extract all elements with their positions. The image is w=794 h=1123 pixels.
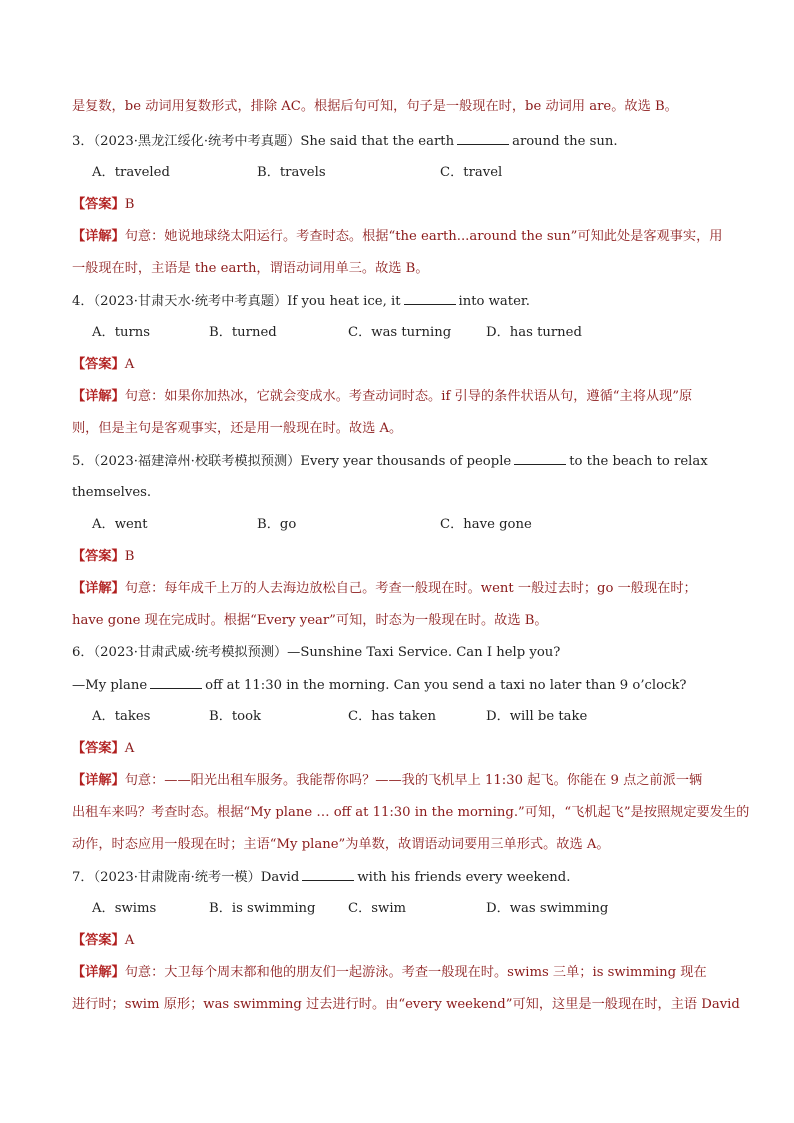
- question-7: [72, 868, 570, 887]
- explanation-text: 出租车来吗？考查时态。根据“My plane … off at 11:30 in the morning.”可知，“飞机起飞”是按照规定要发生的: [72, 805, 750, 820]
- explanation-label: 【详解】: [72, 229, 125, 244]
- answer-value: A: [124, 933, 135, 948]
- option-b: B．turned: [209, 325, 277, 340]
- option-a: A．traveled: [92, 165, 170, 180]
- explanation-text: 一般现在时，主语是 the earth，谓语动词用单三。故选 B。: [72, 261, 429, 276]
- option-c: C．have gone: [440, 517, 532, 532]
- question-4-tail: into water.: [458, 294, 530, 309]
- answer-label: 【答案】: [72, 549, 125, 564]
- question-6-line-2: [72, 676, 687, 695]
- explanation-line: [72, 388, 692, 406]
- answer-label: 【答案】: [72, 741, 125, 756]
- answer-blank: [514, 452, 566, 465]
- explanation-text: have gone 现在完成时。根据“Every year”可知，时态为一般现在时。故选 B。: [72, 613, 548, 628]
- explanation-text: 进行时；swim 原形；was swimming 过去进行时。由“every weekend”可知，这里是一般现在时，主语 David: [72, 997, 740, 1012]
- answer-label: 【答案】: [72, 933, 125, 948]
- answer-line: [72, 932, 134, 950]
- option-b: B．is swimming: [209, 901, 316, 916]
- question-6-tail: off at 11:30 in the morning. Can you send a taxi no later than 9 o’clock?: [205, 678, 687, 693]
- explanation-line: [72, 228, 722, 246]
- option-a: A．takes: [92, 709, 151, 724]
- option-c: C．travel: [440, 165, 503, 180]
- answer-value: B: [124, 549, 135, 564]
- explanation-label: 【详解】: [72, 581, 125, 596]
- explanation-text: 则，但是主句是客观事实，还是用一般现在时。故选 A。: [72, 421, 403, 436]
- question-3-tail: around the sun.: [512, 134, 618, 149]
- question-4: [72, 292, 530, 311]
- option-b: B．go: [257, 517, 297, 532]
- answer-value: A: [124, 357, 135, 372]
- question-5-stem: 5．（2023·福建漳州·校联考模拟预测）Every year thousands of people: [72, 454, 512, 469]
- question-7-tail: with his friends every weekend.: [357, 870, 571, 885]
- answer-value: A: [124, 741, 135, 756]
- option-c: C．has taken: [348, 709, 437, 724]
- answer-value: B: [124, 197, 135, 212]
- question-6-stem: —My plane: [72, 678, 148, 693]
- option-a: A．went: [92, 517, 148, 532]
- option-b: B．travels: [257, 165, 326, 180]
- prev-explanation-line: 是复数，be 动词用复数形式，排除 AC。根据后句可知，句子是一般现在时，be 动词用 are。故选 B。: [72, 99, 678, 114]
- option-c: C．was turning: [348, 325, 452, 340]
- answer-blank: [302, 868, 354, 881]
- answer-label: 【答案】: [72, 197, 125, 212]
- answer-blank: [404, 292, 456, 305]
- question-4-stem: 4．（2023·甘肃天水·统考中考真题）If you heat ice, it: [72, 294, 401, 309]
- explanation-label: 【详解】: [72, 773, 125, 788]
- explanation-line: [72, 964, 707, 982]
- answer-blank: [457, 132, 509, 145]
- answer-line: [72, 548, 134, 566]
- option-b: B．took: [209, 709, 262, 724]
- explanation-line: [72, 580, 697, 598]
- question-3-stem: 3．（2023·黑龙江绥化·统考中考真题）She said that the earth: [72, 134, 455, 149]
- answer-blank: [150, 676, 202, 689]
- answer-line: [72, 196, 134, 214]
- option-d: D．will be take: [486, 709, 588, 724]
- answer-line: [72, 356, 134, 374]
- question-3: [72, 132, 618, 151]
- explanation-text: 句意：大卫每个周末都和他的朋友们一起游泳。考查一般现在时。swims 三单；is swimming 现在: [124, 965, 707, 980]
- question-6: 6．（2023·甘肃武威·统考模拟预测）—Sunshine Taxi Service. Can I help you?: [72, 645, 561, 660]
- explanation-label: 【详解】: [72, 965, 125, 980]
- explanation-text: 句意：每年成千上万的人去海边放松自己。考查一般现在时。went 一般过去时；go 一般现在时；: [124, 581, 697, 596]
- option-d: D．has turned: [486, 325, 582, 340]
- question-5-continued: themselves.: [72, 485, 152, 500]
- explanation-label: 【详解】: [72, 389, 125, 404]
- explanation-text: 动作，时态应用一般现在时；主语“My plane”为单数，故谓语动词要用三单形式。故选 A。: [72, 837, 610, 852]
- question-5: [72, 452, 708, 471]
- explanation-text: 句意：如果你加热冰，它就会变成水。考查动词时态。if 引导的条件状语从句，遵循“主将从现”原: [124, 389, 693, 404]
- question-5-tail: to the beach to relax: [569, 454, 708, 469]
- option-a: A．turns: [92, 325, 151, 340]
- explanation-line: [72, 772, 702, 790]
- explanation-text: 句意：——阳光出租车服务。我能帮你吗？——我的飞机早上 11:30 起飞。你能在 9 点之前派一辆: [124, 773, 703, 788]
- answer-label: 【答案】: [72, 357, 125, 372]
- explanation-text: 句意：她说地球绕太阳运行。考查时态。根据“the earth...around the sun”可知此处是客观事实，用: [124, 229, 723, 244]
- option-a: A．swims: [92, 901, 157, 916]
- answer-line: [72, 740, 134, 758]
- option-c: C．swim: [348, 901, 407, 916]
- option-d: D．was swimming: [486, 901, 609, 916]
- question-7-stem: 7．（2023·甘肃陇南·统考一模）David: [72, 870, 300, 885]
